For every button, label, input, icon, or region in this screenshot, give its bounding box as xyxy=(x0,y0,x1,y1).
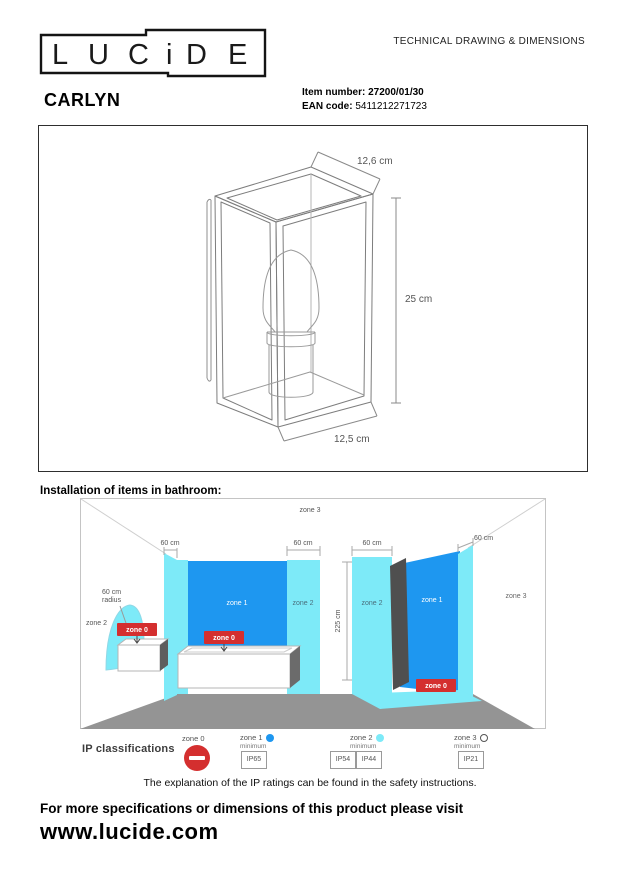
zone0-badge-shower-label: zone 0 xyxy=(425,683,447,690)
logo-letter: C xyxy=(128,39,149,71)
wall-plate xyxy=(207,199,211,381)
ip-ratings-note: The explanation of the IP ratings can be found in the safety instructions. xyxy=(143,777,477,789)
zone1-bath-label: zone 1 xyxy=(226,600,248,607)
zone2-shower-label: zone 2 xyxy=(361,600,383,607)
website-link[interactable]: www.lucide.com xyxy=(40,819,219,844)
radius-label-line1: 60 cm xyxy=(102,589,122,596)
bulb-socket xyxy=(269,345,313,397)
zone1-shower-label: zone 1 xyxy=(421,597,443,604)
dim-height-label: 25 cm xyxy=(405,294,433,305)
legend-zone0-text: zone 0 xyxy=(182,734,205,743)
legend-zone3-text: zone 3 xyxy=(454,733,477,742)
legend-zone0-label xyxy=(182,734,205,743)
zone3-wall-label: zone 3 xyxy=(505,593,527,600)
technical-drawing-panel xyxy=(38,125,588,472)
basin-front xyxy=(118,645,160,671)
zone2-bath-label: zone 2 xyxy=(292,600,314,607)
ip-classifications-title: IP classifications xyxy=(82,743,175,755)
logo-letter: E xyxy=(228,39,248,71)
ip-rating-box: IP65 xyxy=(241,751,267,769)
zone0-badge-basin-label: zone 0 xyxy=(126,627,148,634)
logo-letter: U xyxy=(88,39,109,71)
zone2-color-dot-icon xyxy=(376,734,384,742)
item-number-value: 27200/01/30 xyxy=(368,87,424,98)
lucide-logo xyxy=(38,26,270,80)
no-entry-bar xyxy=(189,756,205,760)
zone3-ceiling-label: zone 3 xyxy=(299,507,321,514)
bulb-flange xyxy=(267,332,315,347)
bathroom-zones-diagram xyxy=(80,498,546,729)
basin-top xyxy=(118,639,168,645)
dim-width-top-label: 12,6 cm xyxy=(357,156,393,167)
legend-zone2-minimum: minimum xyxy=(350,743,377,750)
zone0-badge-bath-label: zone 0 xyxy=(213,635,235,642)
ean-row xyxy=(302,100,427,114)
legend-zone1-text: zone 1 xyxy=(240,733,263,742)
ip-rating-box: IP44 xyxy=(356,751,382,769)
dim60-left-label: 60 cm xyxy=(160,540,180,547)
zone1-shower-wall xyxy=(400,551,460,694)
frame-front-outer xyxy=(276,194,373,427)
zone2-shower-left-strip xyxy=(352,557,392,694)
zone3-ring-icon xyxy=(480,734,488,742)
ean-label: EAN code: xyxy=(302,101,353,112)
ip-rating-box: IP21 xyxy=(458,751,484,769)
logo-letter: D xyxy=(186,39,207,71)
product-meta xyxy=(302,86,427,114)
ip-rating-box: IP54 xyxy=(330,751,356,769)
frame-front-inner xyxy=(283,202,366,420)
document-type-title: TECHNICAL DRAWING & DIMENSIONS xyxy=(393,36,585,47)
item-number-row xyxy=(302,86,427,100)
frame-left-inner xyxy=(221,202,272,420)
bathtub-front xyxy=(178,654,290,688)
zone1-color-dot-icon xyxy=(266,734,274,742)
zone2-basin-label: zone 2 xyxy=(86,620,108,627)
bathroom-section-title: Installation of items in bathroom: xyxy=(40,485,222,497)
item-number-label: Item number: xyxy=(302,87,366,98)
logo-letter: L xyxy=(52,39,69,71)
legend-zone3-minimum: minimum xyxy=(454,743,481,750)
legend-zone3-label xyxy=(454,733,488,742)
dim225-label: 225 cm xyxy=(335,609,342,633)
frame-bottom xyxy=(223,372,364,398)
zone2-left-corner-strip xyxy=(164,553,177,701)
product-name: CARLYN xyxy=(44,90,121,110)
ean-value: 5411212271723 xyxy=(355,101,427,112)
dim60-shower-label: 60 cm xyxy=(362,540,382,547)
radius-label-line2: radius xyxy=(102,597,122,604)
dim60-bath-label: 60 cm xyxy=(293,540,313,547)
legend-zone2-label xyxy=(350,733,384,742)
legend-zone1-label xyxy=(240,733,274,742)
shower-panel xyxy=(390,558,409,690)
dim-line-height xyxy=(391,198,401,403)
dim-width-bottom-label: 12,5 cm xyxy=(334,434,370,445)
bathtub-top xyxy=(178,646,300,654)
logo-letter: i xyxy=(166,39,173,71)
no-entry-icon xyxy=(184,745,210,771)
dim60-right-label: 60 cm xyxy=(474,535,494,542)
legend-zone2-text: zone 2 xyxy=(350,733,373,742)
legend-zone1-minimum: minimum xyxy=(240,743,267,750)
more-specs-line: For more specifications or dimensions of this product please visit xyxy=(40,801,464,816)
lamp-drawing xyxy=(39,126,587,471)
zone2-shower-right-strip xyxy=(458,545,473,698)
